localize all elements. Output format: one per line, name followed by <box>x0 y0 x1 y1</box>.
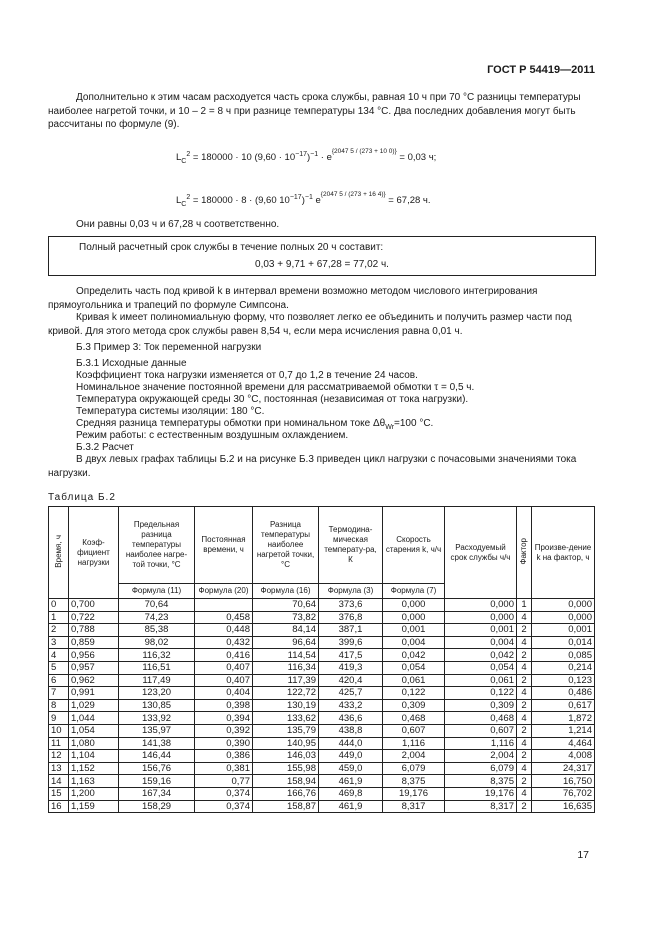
header-factor: Фактор <box>517 507 532 599</box>
table-row <box>49 649 595 662</box>
table-cell: 156,76 <box>119 762 195 775</box>
paragraph-3: Определить часть под кривой k в интервал времени возможно методом числового интегрирования прямоугольника и трапеций по формуле Симпсона. <box>48 286 538 311</box>
table-cell: 0,617 <box>532 699 595 712</box>
table-cell: 0,404 <box>195 687 253 700</box>
table-cell: 8,375 <box>445 775 517 788</box>
table-cell: 0,432 <box>195 636 253 649</box>
table-cell: 0,416 <box>195 649 253 662</box>
table-cell: 76,702 <box>532 787 595 800</box>
table-cell: 0 <box>49 599 69 612</box>
table-cell: 0,448 <box>195 624 253 637</box>
table-cell: 0,004 <box>383 636 445 649</box>
table-cell: 0,386 <box>195 750 253 763</box>
table-cell: 1,029 <box>69 699 119 712</box>
table-cell: 417,5 <box>319 649 383 662</box>
table-cell: 1,054 <box>69 724 119 737</box>
table-cell: 4,008 <box>532 750 595 763</box>
table-cell: 84,14 <box>253 624 319 637</box>
table-cell: 449,0 <box>319 750 383 763</box>
table-cell: 130,85 <box>119 699 195 712</box>
table-cell: 2 <box>517 750 532 763</box>
table-cell: 135,79 <box>253 724 319 737</box>
table-cell: 16 <box>49 800 69 813</box>
table-row <box>49 762 595 775</box>
table-cell: 159,16 <box>119 775 195 788</box>
table-cell: 130,19 <box>253 699 319 712</box>
table-cell: 7 <box>49 687 69 700</box>
header-aging-rate: Скорость старения k, ч/ч <box>383 507 445 584</box>
formula-ref-3: Формула (3) <box>319 584 383 599</box>
table-cell: 0,001 <box>383 624 445 637</box>
table-row <box>49 636 595 649</box>
table-caption: Таблица Б.2 <box>48 492 116 503</box>
table-cell: 146,44 <box>119 750 195 763</box>
table-cell: 1,116 <box>383 737 445 750</box>
table-cell: 6,079 <box>383 762 445 775</box>
table-cell: 16,750 <box>532 775 595 788</box>
table-cell: 14 <box>49 775 69 788</box>
table-cell: 436,6 <box>319 712 383 725</box>
table-cell: 1,044 <box>69 712 119 725</box>
table-cell <box>195 599 253 612</box>
paragraph-5: В двух левых графах таблицы Б.2 и на рисунке Б.3 приведен цикл нагрузки с почасовыми значениями тока нагрузки. <box>48 454 577 479</box>
table-cell: 0,486 <box>532 687 595 700</box>
table-cell: 0,468 <box>383 712 445 725</box>
table-cell: 167,34 <box>119 787 195 800</box>
table-cell: 461,9 <box>319 775 383 788</box>
table-cell: 24,317 <box>532 762 595 775</box>
table-row <box>49 699 595 712</box>
header-load-factor: Коэф-фициент нагрузки <box>69 507 119 599</box>
table-cell: 133,92 <box>119 712 195 725</box>
data-table <box>48 506 595 813</box>
table-row <box>49 787 595 800</box>
table-cell: 122,72 <box>253 687 319 700</box>
table-cell: 4,464 <box>532 737 595 750</box>
table-cell: 116,51 <box>119 661 195 674</box>
table-row <box>49 712 595 725</box>
table-cell: 1,200 <box>69 787 119 800</box>
table-cell: 4 <box>517 737 532 750</box>
header-limit-hotspot: Предельная разница температуры наиболее нагре-той точки, °С <box>119 507 195 584</box>
table-row <box>49 800 595 813</box>
table-cell: 96,64 <box>253 636 319 649</box>
table-cell: 0,458 <box>195 611 253 624</box>
table-cell: 0,054 <box>383 661 445 674</box>
table-cell: 420,4 <box>319 674 383 687</box>
table-cell: 158,94 <box>253 775 319 788</box>
table-cell: 0,123 <box>532 674 595 687</box>
table-cell: 425,7 <box>319 687 383 700</box>
table-cell: 4 <box>517 687 532 700</box>
result-box-line2: 0,03 + 9,71 + 67,28 = 77,02 ч. <box>255 259 389 270</box>
table-cell: 0,000 <box>383 599 445 612</box>
table-row <box>49 737 595 750</box>
table-cell: 98,02 <box>119 636 195 649</box>
table-cell: 0,392 <box>195 724 253 737</box>
table-cell: 0,309 <box>445 699 517 712</box>
section-b32: Б.3.2 Расчет <box>76 442 134 453</box>
table-cell: 0,991 <box>69 687 119 700</box>
page-number: 17 <box>577 849 589 861</box>
table-cell: 433,2 <box>319 699 383 712</box>
table-cell: 166,76 <box>253 787 319 800</box>
table-cell: 0,956 <box>69 649 119 662</box>
table-cell: 461,9 <box>319 800 383 813</box>
table-cell: 2,004 <box>383 750 445 763</box>
formula-ref-11: Формула (11) <box>119 584 195 599</box>
result-box <box>48 236 596 276</box>
table-cell: 8,375 <box>383 775 445 788</box>
table-cell: 0,042 <box>445 649 517 662</box>
table-row <box>49 661 595 674</box>
formula-ref-20: Формула (20) <box>195 584 253 599</box>
table-cell: 0,061 <box>383 674 445 687</box>
formula-2: $L_C^2 = 180000 \cdot 8 \cdot (9,60$ $10^{-17})^{-1}$ $e^{\{2047 5 / (273 + 16 4)\}} = 67,28$ ч. <box>176 191 431 208</box>
table-cell: 0,000 <box>532 599 595 612</box>
table-cell: 399,6 <box>319 636 383 649</box>
table-cell: 0,962 <box>69 674 119 687</box>
table-cell: 419,3 <box>319 661 383 674</box>
table-cell: 15 <box>49 787 69 800</box>
table-cell: 1,163 <box>69 775 119 788</box>
table-cell: 0,722 <box>69 611 119 624</box>
formula-ref-7: Формула (7) <box>383 584 445 599</box>
table-cell: 1,872 <box>532 712 595 725</box>
table-cell: 4 <box>517 661 532 674</box>
table-cell: 158,29 <box>119 800 195 813</box>
table-cell: 0,607 <box>383 724 445 737</box>
table-cell: 444,0 <box>319 737 383 750</box>
table-cell: 0,054 <box>445 661 517 674</box>
table-row <box>49 674 595 687</box>
header-thermo-temp: Термодина-мическая температу-ра, К <box>319 507 383 584</box>
table-cell: 8 <box>49 699 69 712</box>
table-cell: 2,004 <box>445 750 517 763</box>
paragraph-2: Они равны 0,03 ч и 67,28 ч соответственно. <box>76 219 280 230</box>
table-cell: 2 <box>517 674 532 687</box>
table-cell: 0,77 <box>195 775 253 788</box>
table-cell: 117,49 <box>119 674 195 687</box>
header-hotspot-diff: Разница температуры наиболее нагретой точки, °С <box>253 507 319 584</box>
table-row <box>49 599 595 612</box>
table-cell: 117,39 <box>253 674 319 687</box>
table-cell: 0,859 <box>69 636 119 649</box>
table-cell: 2 <box>517 624 532 637</box>
data-line-2: Номинальное значение постоянной времени для рассматриваемой обмотки τ = 0,5 ч. <box>76 382 475 393</box>
paragraph-1: Дополнительно к этим часам расходуется часть срока службы, равная 10 ч при 70 °С разницы температуры наиболее нагретой точки, и 10 – 2 = 8 ч при разнице температуры 134 °С. Два последних добавления могут быть рассчитаны по формуле (9). <box>48 92 581 130</box>
table-cell: 4 <box>517 712 532 725</box>
table-cell: 0,374 <box>195 787 253 800</box>
table-cell: 135,97 <box>119 724 195 737</box>
data-line-3: Температура окружающей среды 30 °С, постоянная (независимая от тока нагрузки). <box>76 394 469 405</box>
paragraph-4: Кривая k имеет полиномиальную форму, что позволяет легко ее объединить и получить размер части под кривой. Для этого метода срок службы равен 8,54 ч, если мера исчисления равна 0,01 ч. <box>48 312 572 337</box>
table-cell: 4 <box>517 762 532 775</box>
table-cell: 16,635 <box>532 800 595 813</box>
table-cell: 2 <box>517 649 532 662</box>
table-cell: 19,176 <box>383 787 445 800</box>
table-cell: 376,8 <box>319 611 383 624</box>
data-line-1: Коэффициент тока нагрузки изменяется от 0,7 до 1,2 в течение 24 часов. <box>76 370 418 381</box>
table-cell: 0,957 <box>69 661 119 674</box>
table-cell: 123,20 <box>119 687 195 700</box>
table-cell: 4 <box>517 636 532 649</box>
table-row <box>49 687 595 700</box>
table-row <box>49 775 595 788</box>
table-cell: 0,700 <box>69 599 119 612</box>
table-cell: 141,38 <box>119 737 195 750</box>
table-cell: 1,116 <box>445 737 517 750</box>
data-line-5: Средняя разница температуры обмотки при номинальном токе $\Delta\theta_{Wr}=100$ °С. <box>76 418 434 431</box>
table-cell: 4 <box>517 611 532 624</box>
table-cell: 0,000 <box>445 611 517 624</box>
formula-ref-16: Формула (16) <box>253 584 319 599</box>
table-cell: 2 <box>517 800 532 813</box>
table-cell: 9 <box>49 712 69 725</box>
table-cell: 133,62 <box>253 712 319 725</box>
table-cell: 387,1 <box>319 624 383 637</box>
table-cell: 0,000 <box>532 611 595 624</box>
table-cell: 146,03 <box>253 750 319 763</box>
table-cell: 1,159 <box>69 800 119 813</box>
table-cell: 0,309 <box>383 699 445 712</box>
table-cell: 158,87 <box>253 800 319 813</box>
section-b31: Б.3.1 Исходные данные <box>76 358 187 369</box>
table-cell: 11 <box>49 737 69 750</box>
table-cell: 1 <box>49 611 69 624</box>
table-cell: 0,381 <box>195 762 253 775</box>
table-cell: 155,98 <box>253 762 319 775</box>
table-cell: 2 <box>517 699 532 712</box>
table-cell: 3 <box>49 636 69 649</box>
table-cell: 1,104 <box>69 750 119 763</box>
table-cell: 0,000 <box>445 599 517 612</box>
table-cell: 0,001 <box>445 624 517 637</box>
data-line-4: Температура системы изоляции: 180 °С. <box>76 406 265 417</box>
table-cell: 0,004 <box>445 636 517 649</box>
document-code: ГОСТ Р 54419—2011 <box>487 64 595 76</box>
table-cell: 6 <box>49 674 69 687</box>
table-cell: 0,394 <box>195 712 253 725</box>
header-time: Время, ч <box>49 507 69 599</box>
table-cell: 1,080 <box>69 737 119 750</box>
table-cell: 0,001 <box>532 624 595 637</box>
table-cell: 13 <box>49 762 69 775</box>
header-product: Произве-дение k на фактор, ч <box>532 507 595 599</box>
table-row <box>49 611 595 624</box>
table-cell: 140,95 <box>253 737 319 750</box>
table-cell: 116,32 <box>119 649 195 662</box>
table-cell: 116,34 <box>253 661 319 674</box>
table-cell: 0,000 <box>383 611 445 624</box>
section-b3: Б.3 Пример 3: Ток переменной нагрузки <box>76 342 262 353</box>
table-cell: 70,64 <box>119 599 195 612</box>
table-cell: 1,152 <box>69 762 119 775</box>
table-cell: 2 <box>517 724 532 737</box>
result-box-line1: Полный расчетный срок службы в течение полных 20 ч составит: <box>79 242 384 253</box>
table-cell: 2 <box>517 775 532 788</box>
table-cell: 438,8 <box>319 724 383 737</box>
table-cell: 0,407 <box>195 674 253 687</box>
table-cell: 0,085 <box>532 649 595 662</box>
table-cell: 0,468 <box>445 712 517 725</box>
table-cell: 4 <box>517 787 532 800</box>
table-cell: 5 <box>49 661 69 674</box>
table-cell: 0,398 <box>195 699 253 712</box>
formula-1: $L_C^2 = 180000 \cdot 10$ $(9,60 \cdot 10^{-17})^{-1} \cdot e^{\{2047 5 / (273 + 10 0)\}} = 0,03$ ч; <box>176 148 437 165</box>
table-cell: 0,042 <box>383 649 445 662</box>
table-cell: 0,122 <box>445 687 517 700</box>
table-cell: 19,176 <box>445 787 517 800</box>
table-cell: 74,23 <box>119 611 195 624</box>
table-cell: 4 <box>49 649 69 662</box>
table-cell: 0,407 <box>195 661 253 674</box>
header-time-constant: Постоянная времени, ч <box>195 507 253 584</box>
table-cell: 0,374 <box>195 800 253 813</box>
table-row <box>49 750 595 763</box>
table-cell: 373,6 <box>319 599 383 612</box>
table-cell: 114,54 <box>253 649 319 662</box>
table-cell: 0,061 <box>445 674 517 687</box>
header-life-consumed: Расходуемый срок службы ч/ч <box>445 507 517 599</box>
table-cell: 8,317 <box>383 800 445 813</box>
table-row <box>49 724 595 737</box>
table-cell: 70,64 <box>253 599 319 612</box>
table-cell: 2 <box>49 624 69 637</box>
table-cell: 10 <box>49 724 69 737</box>
table-cell: 469,8 <box>319 787 383 800</box>
table-cell: 8,317 <box>445 800 517 813</box>
table-row <box>49 624 595 637</box>
table-cell: 0,788 <box>69 624 119 637</box>
table-cell: 0,607 <box>445 724 517 737</box>
table-cell: 85,38 <box>119 624 195 637</box>
table-cell: 0,122 <box>383 687 445 700</box>
table-cell: 1 <box>517 599 532 612</box>
table-cell: 73,82 <box>253 611 319 624</box>
table-cell: 0,390 <box>195 737 253 750</box>
table-cell: 459,0 <box>319 762 383 775</box>
table-cell: 12 <box>49 750 69 763</box>
table-cell: 6,079 <box>445 762 517 775</box>
data-line-6: Режим работы: с естественным воздушным охлаждением. <box>76 430 349 441</box>
table-cell: 0,214 <box>532 661 595 674</box>
table-cell: 0,014 <box>532 636 595 649</box>
table-cell: 1,214 <box>532 724 595 737</box>
